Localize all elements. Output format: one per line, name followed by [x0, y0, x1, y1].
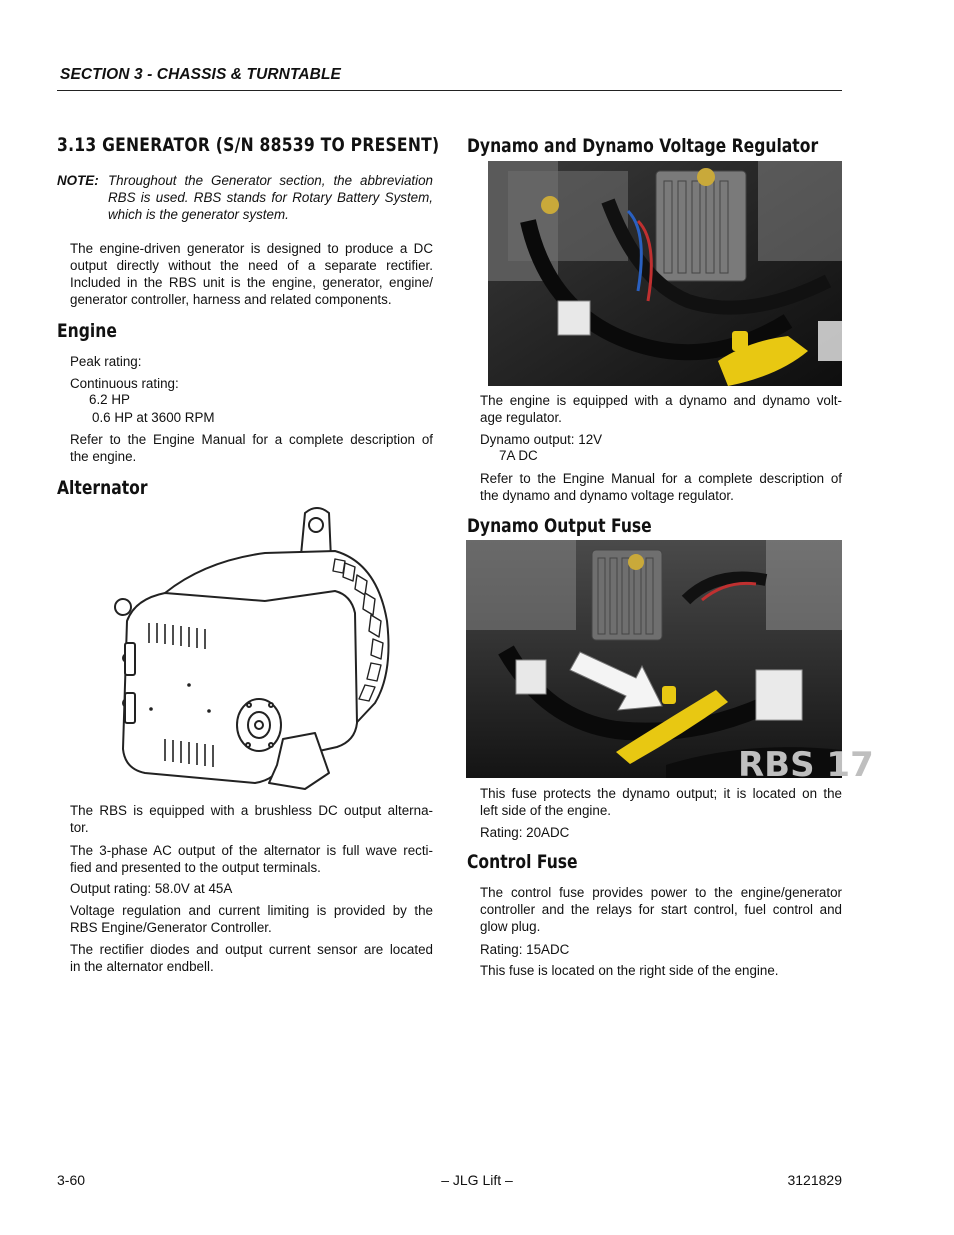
page-number: 3-60 [57, 1172, 86, 1188]
alternator-p4 [70, 941, 433, 975]
alt-p2-line: fied and presented to the output terminals. [70, 860, 321, 875]
dynamo-refer-line: the dynamo and dynamo voltage regulator. [480, 488, 734, 503]
alternator-p2 [70, 842, 433, 876]
alternator-p3 [70, 902, 433, 936]
intro-line: output directly without the need of a separate rectifier. [70, 258, 433, 273]
fuse-p1-line: This fuse protects the dynamo output; it is located on the [480, 786, 842, 801]
alt-p3-line: RBS Engine/Generator Controller. [70, 920, 272, 935]
note-label: NOTE: [57, 173, 99, 188]
note-line: Throughout the Generator section, the abbreviation [108, 173, 433, 188]
section-header: SECTION 3 - CHASSIS & TURNTABLE [60, 66, 341, 83]
engine-refer-line: the engine. [70, 449, 137, 464]
control-p1-line: glow plug. [480, 919, 541, 934]
alternator-heading: Alternator [57, 477, 148, 499]
dynamo-refer-line: Refer to the Engine Manual for a complete description of [480, 471, 842, 486]
control-rating: Rating: 15ADC [480, 942, 570, 957]
intro-line: The engine-driven generator is designed to produce a DC [70, 241, 433, 256]
intro-paragraph [70, 240, 433, 308]
fuse-rating: Rating: 20ADC [480, 825, 570, 840]
control-fuse-heading: Control Fuse [467, 851, 578, 873]
dynamo-output: Dynamo output: 12V [480, 432, 603, 447]
dynamo-amps: 7A DC [499, 448, 538, 463]
intro-line: generator controller, harness and related components. [70, 292, 392, 307]
fuse-heading: Dynamo Output Fuse [467, 515, 652, 537]
dynamo-p1-line: age regulator. [480, 410, 562, 425]
section-title: 3.13 GENERATOR (S/N 88539 TO PRESENT) [57, 134, 440, 156]
control-p1 [480, 884, 842, 935]
hp-value-2: 0.6 HP at 3600 RPM [92, 410, 215, 425]
fuse-photo [466, 540, 874, 785]
fuse-p1-line: left side of the engine. [480, 803, 612, 818]
hp-value-1: 6.2 HP [89, 392, 130, 407]
note-block [108, 172, 433, 223]
dynamo-p1-line: The engine is equipped with a dynamo and dynamo volt- [480, 393, 842, 408]
note-line: which is the generator system. [108, 207, 289, 222]
dynamo-refer [480, 470, 842, 504]
control-p1-line: controller and the relays for start control, fuel control and [480, 902, 842, 917]
photo-bag-text: RBS 17 [738, 745, 874, 785]
document-number: 3121829 [787, 1172, 842, 1188]
intro-line: Included in the RBS unit is the engine, generator, engine/ [70, 275, 433, 290]
continuous-rating: Continuous rating: [70, 376, 179, 391]
alt-p2-line: The 3-phase AC output of the alternator is full wave recti- [70, 843, 433, 858]
control-location: This fuse is located on the right side of the engine. [480, 963, 779, 978]
alternator-p1 [70, 802, 433, 836]
dynamo-photo [488, 161, 842, 386]
alt-p1-line: tor. [70, 820, 89, 835]
control-p1-line: The control fuse provides power to the engine/generator [480, 885, 842, 900]
dynamo-heading: Dynamo and Dynamo Voltage Regulator [467, 135, 819, 157]
alt-p1-line: The RBS is equipped with a brushless DC output alterna- [70, 803, 433, 818]
dynamo-p1 [480, 392, 842, 426]
peak-rating: Peak rating: [70, 354, 142, 369]
alt-p3-line: Voltage regulation and current limiting is provided by the [70, 903, 433, 918]
alt-p4-line: The rectifier diodes and output current sensor are located [70, 942, 433, 957]
header-rule [57, 90, 842, 91]
alternator-illustration [105, 503, 395, 793]
engine-refer [70, 431, 433, 465]
engine-heading: Engine [57, 320, 117, 342]
fuse-p1 [480, 785, 842, 819]
alt-p4-line: in the alternator endbell. [70, 959, 214, 974]
footer-publisher: – JLG Lift – [441, 1172, 513, 1188]
engine-refer-line: Refer to the Engine Manual for a complete description of [70, 432, 433, 447]
output-rating: Output rating: 58.0V at 45A [70, 881, 233, 896]
note-line: RBS is used. RBS stands for Rotary Battery System, [108, 190, 433, 205]
